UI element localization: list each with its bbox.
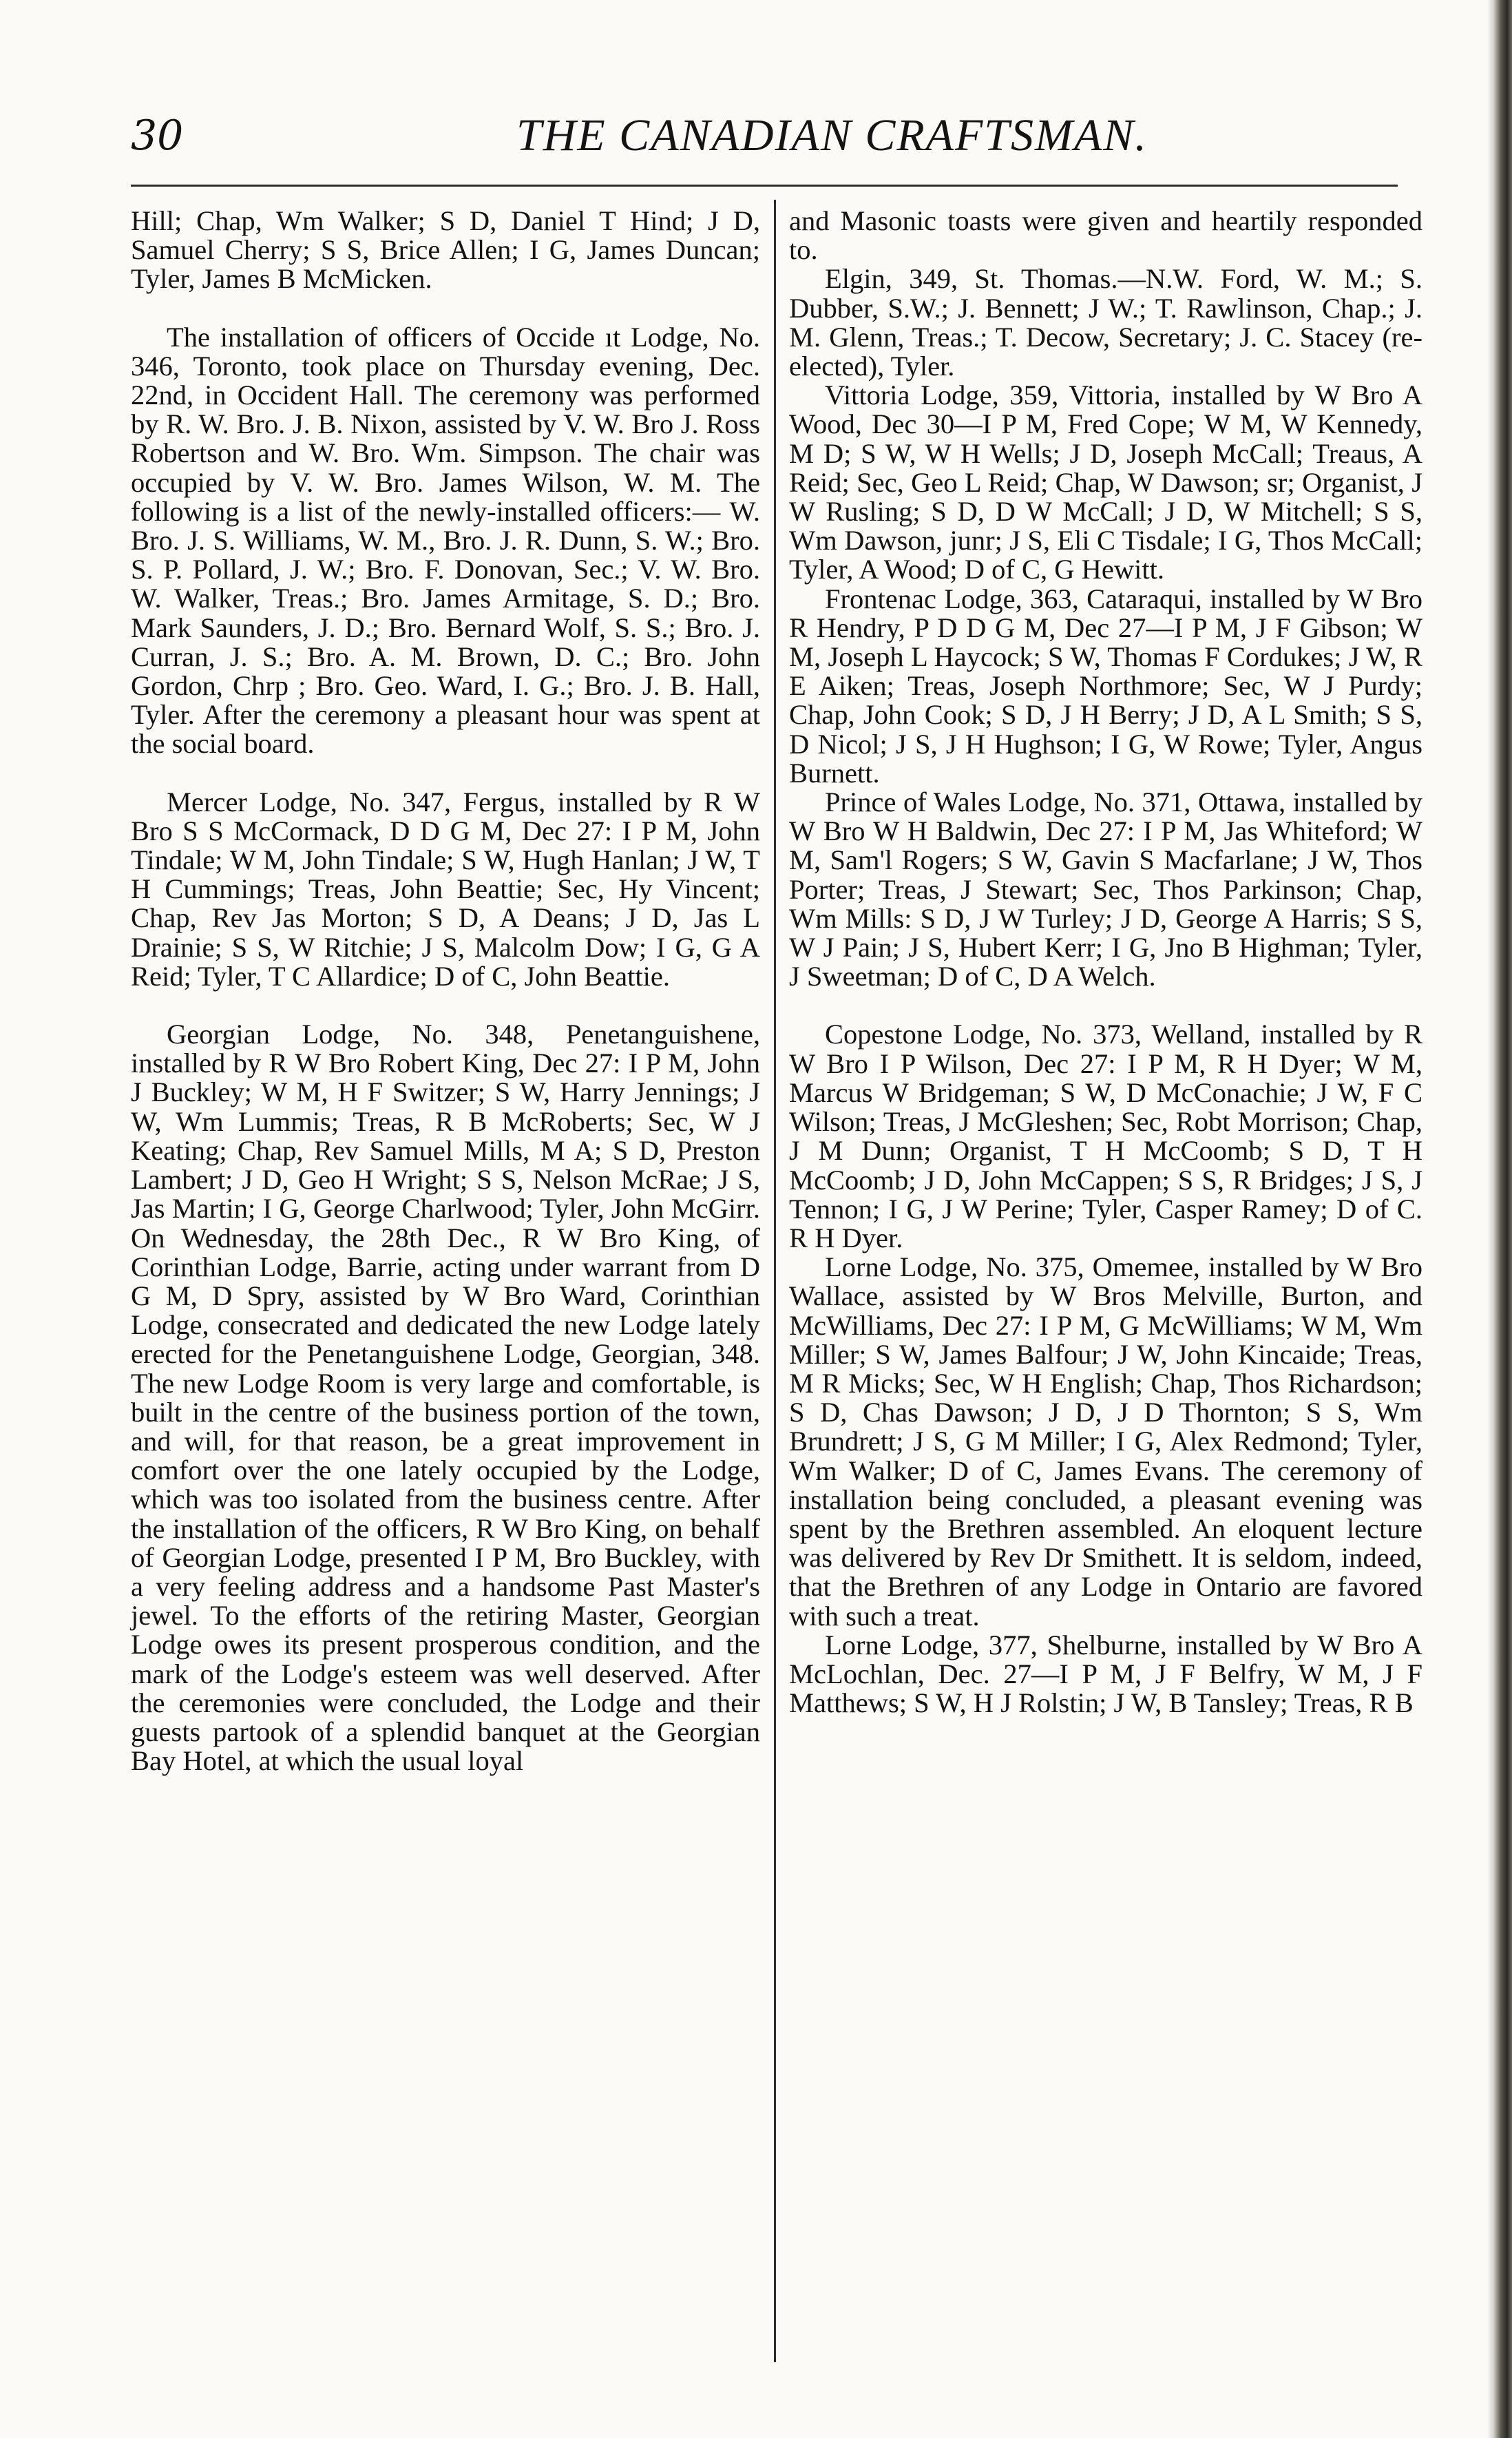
paragraph-prince-of-wales-lodge: Prince of Wales Lodge, No. 371, Ottawa, installed by W Bro W H Baldwin, Dec 27: I P M, Jas Whiteford; W M, Sam'l Rogers; S W, Gavin S Macfarlane; J W, Thos Porter; Treas, J Stewart; Sec, Thos Parkinson; Chap, Wm Mills: S D, J W Turley; J D, George A Harris; S S, W J Pain; J S, Hubert Kerr; I G, Jno B Highman; Tyler, J Sweetman; D of C, D A Welch. xyxy=(789,786,1422,992)
paragraph-vittoria-lodge: Vittoria Lodge, 359, Vittoria, installed by W Bro A Wood, Dec 30—I P M, Fred Cope; W M, W Kennedy, M D; S W, W H Wells; J D, Joseph McCall; Treaus, A Reid; Sec, Geo L Reid; Chap, W Dawson; sr; Organist, J W Rusling; S D, D W McCall; J D, W Mitchell; S S, Wm Dawson, junr; J S, Eli C Tisdale; I G, Thos McCall; Tyler, A Wood; D of C, G Hewitt. xyxy=(789,379,1422,585)
page-spine-edge xyxy=(1487,0,1512,2438)
paragraph-elgin-lodge: Elgin, 349, St. Thomas.—N.W. Ford, W. M.; S. Dubber, S.W.; J. Bennett; J W.; T. Rawlinson, Chap.; J. M. Glenn, Treas.; T. Decow, Secretary; J. C. Stacey (re-elected), Tyler. xyxy=(789,263,1422,382)
running-header xyxy=(131,112,1425,167)
paragraph-mercer-lodge: Mercer Lodge, No. 347, Fergus, installed by R W Bro S S McCormack, D D G M, Dec 27: I P M, John Tindale; W M, John Tindale; S W, Hugh Hanlan; J W, T H Cummings; Treas, John Beattie; Sec, Hy Vincent; Chap, Rev Jas Morton; S D, A Deans; J D, Jas L Drainie; S S, W Ritchie; J S, Malcolm Dow; I G, G A Reid; Tyler, T C Allardice; D of C, John Beattie. xyxy=(131,786,760,992)
paragraph-hill-officers: Hill; Chap, Wm Walker; S D, Daniel T Hind; J D, Samuel Cherry; S S, Brice Allen; I G, James Duncan; Tyler, James B McMicken. xyxy=(131,205,760,295)
paragraph-lorne-lodge-shelburne: Lorne Lodge, 377, Shelburne, installed by W Bro A McLochlan, Dec. 27—I P M, J F Belfry, W M, J F Matthews; S W, H J Rolstin; J W, B Tansley; Treas, R B xyxy=(789,1629,1422,1719)
running-title: THE CANADIAN CRAFTSMAN. xyxy=(516,110,1148,160)
paragraph-georgian-lodge: Georgian Lodge, No. 348, Penetanguishene, installed by R W Bro Robert King, Dec 27: I P M, John J Buckley; W M, H F Switzer; S W, Harry Jennings; J W, Wm Lummis; Treas, R B McRoberts; Sec, W J Keating; Chap, Rev Samuel Mills, M A; S D, Preston Lambert; J D, Geo H Wright; S S, Nelson McRae; J S, Jas Martin; I G, George Charlwood; Tyler, John McGirr. On Wednesday, the 28th Dec., R W Bro King, of Corinthian Lodge, Barrie, acting under warrant from D G M, D Spry, assisted by W Bro Ward, Corinthian Lodge, consecrated and dedicated the new Lodge lately erected for the Penetanguishene Lodge, Georgian, 348. The new Lodge Room is very large and comfortable, is built in the centre of the business portion of the town, and will, for that reason, be a great improvement in comfort over the one lately occupied by the Lodge, which was too isolated from the business centre. After the installation of the officers, R W Bro King, on behalf of Georgian Lodge, presented I P M, Bro Buckley, with a very feeling address and a handsome Past Master's jewel. To the efforts of the retiring Master, Georgian Lodge owes its present prosperous condition, and the mark of the Lodge's esteem was well deserved. After the ceremonies were concluded, the Lodge and their guests partook of a splendid banquet at the Georgian Bay Hotel, at which the usual loyal xyxy=(131,1019,760,1777)
left-column xyxy=(131,207,760,1775)
page-number: 30 xyxy=(131,112,184,160)
paragraph-frontenac-lodge: Frontenac Lodge, 363, Cataraqui, installed by W Bro R Hendry, P D D G M, Dec 27—I P M, J F Gibson; W M, Joseph L Haycock; S W, Thomas F Cordukes; J W, R E Aiken; Treas, Joseph Northmore; Sec, W J Purdy; Chap, John Cook; S D, J H Berry; J D, A L Smith; S S, D Nicol; J S, J H Hughson; I G, W Rowe; Tyler, Angus Burnett. xyxy=(789,583,1422,789)
column-divider xyxy=(774,200,776,2362)
paragraph-masonic-toasts: and Masonic toasts were given and heartily responded to. xyxy=(789,205,1422,266)
paragraph-copestone-lodge: Copestone Lodge, No. 373, Welland, installed by R W Bro I P Wilson, Dec 27: I P M, R H Dyer; W M, Marcus W Bridgeman; S W, D McConachie; J W, F C Wilson; Treas, J McGleshen; Sec, Robt Morrison; Chap, J M Dunn; Organist, T H McCoomb; S D, T H McCoomb; J D, John McCappen; S S, R Bridges; J S, J Tennon; I G, J W Perine; Tyler, Casper Ramey; D of C. R H Dyer. xyxy=(789,1019,1422,1253)
right-column xyxy=(789,207,1422,1718)
paragraph-lorne-lodge-omemee: Lorne Lodge, No. 375, Omemee, installed by W Bro Wallace, assisted by W Bros Melville, Burton, and McWilliams, Dec 27: I P M, G McWilliams; W M, Wm Miller; S W, James Balfour; J W, John Kincaide; Treas, M R Micks; Sec, W H English; Chap, Thos Richardson; S D, Chas Dawson; J D, J D Thornton; S S, Wm Brundrett; J S, G M Miller; I G, Alex Redmond; Tyler, Wm Walker; D of C, James Evans. The ceremony of installation being concluded, a pleasant evening was spent by the Brethren assembled. An eloquent lecture was delivered by Rev Dr Smithett. It is seldom, indeed, that the Brethren of any Lodge in Ontario are favored with such a treat. xyxy=(789,1251,1422,1632)
paragraph-occident-lodge: The installation of officers of Occide ıt Lodge, No. 346, Toronto, took place on Thursday evening, Dec. 22nd, in Occident Hall. The ceremony was performed by R. W. Bro. J. B. Nixon, assisted by V. W. Bro J. Ross Robertson and W. Bro. Wm. Simpson. The chair was occupied by V. W. Bro. James Wilson, W. M. The following is a list of the newly-installed officers:— W. Bro. J. S. Williams, W. M., Bro. J. R. Dunn, S. W.; Bro. S. P. Pollard, J. W.; Bro. F. Donovan, Sec.; V. W. Bro. W. Walker, Treas.; Bro. James Armitage, S. D.; Bro. Mark Saunders, J. D.; Bro. Bernard Wolf, S. S.; Bro. J. Curran, J. S.; Bro. A. M. Brown, D. C.; Bro. John Gordon, Chrp ; Bro. Geo. Ward, I. G.; Bro. J. B. Hall, Tyler. After the ceremony a pleasant hour was spent at the social board. xyxy=(131,321,760,760)
header-rule xyxy=(131,185,1398,187)
